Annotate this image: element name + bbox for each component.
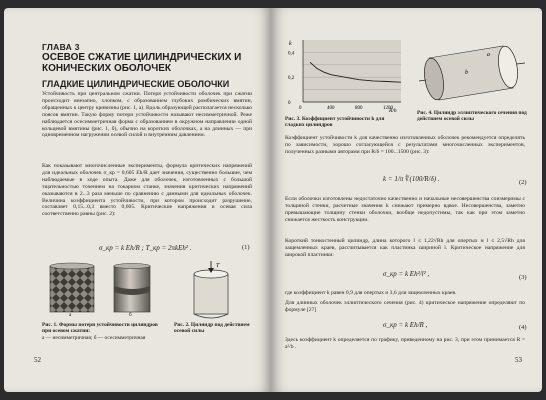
figure-3-caption: Рис. 3. Коэффициент устойчивости k для гладких цилиндров: [285, 116, 385, 129]
right-paragraph-6: Здесь коэффициент k определяется по графику, приведенному на рис. 3, при этом принимается R = a²/b .: [285, 337, 525, 350]
plot-area: [303, 40, 401, 102]
x-tick-label: 1200: [383, 106, 393, 111]
x-tick-label: 800: [355, 106, 363, 111]
formula-1: σ_кр = k Eh/R ; T_кр = 2πkEh² .: [99, 244, 192, 252]
x-tick-label: 400: [327, 106, 335, 111]
stability-coefficient-chart: [285, 36, 405, 114]
figure-3-chart: [285, 36, 405, 114]
right-page: [271, 8, 542, 392]
right-paragraph-4: где коэффициент k равен 0,9 для опертых и 3,6 для защемленных краев.: [285, 290, 457, 296]
svg-text:a: a: [487, 52, 490, 58]
x-axis-label: R/h: [389, 108, 397, 114]
y-tick-label: 0,4: [288, 51, 295, 57]
y-tick-label: 0,2: [288, 76, 295, 82]
figure-1-caption-title: Рис. 1. Формы потери устойчивости цилиндров при осевом сжатии:: [42, 322, 158, 335]
svg-text:T: T: [216, 263, 220, 269]
right-paragraph-3: Короткий тонкостенный цилиндр, длина которого l ≤ 1,22√Rh для опертых и l ≤ 2,5√Rh для защемленных краев, рассчитывается как пластинка шириной l. Критическое напряжение для широкой пластинки:: [285, 238, 525, 258]
elliptic-cylinder-illustration: [417, 34, 527, 108]
chapter-title: ОСЕВОЕ СЖАТИЕ ЦИЛИНДРИЧЕСКИХ И КОНИЧЕСКИХ ОБОЛОЧЕК: [42, 52, 242, 74]
page-number-left: 52: [34, 356, 41, 364]
figure-1: [44, 262, 164, 320]
formula-3: σ_кр = k Eh²/l² ,: [383, 270, 430, 278]
figure-1-caption-body: а — несимметричная; б — осесимметричная: [42, 334, 146, 341]
left-page: [4, 8, 271, 392]
y-axis-label: k: [289, 41, 292, 47]
paragraph-1: Устойчивость при центральном сжатии. Потеря устойчивости оболочек при сжатии происходит внезапно, хлопком, с образованием глубоких ромбических вмятин, обращенных к центру кривизны (рис. 1, а). Вдоль образующей располагается несколько поясов вмятин. Такую форму потери устойчивости называют несимметричной. Реже наблюдается осесимметричная форма с образованием в окружном направлении одной кольцевой вмятины (рис. 1, б), обычно на коротких оболочках, а на длинных — при одновременном нагружении осевой силой и внутренним давлением.: [42, 91, 252, 139]
buckled-cylinders-illustration: [44, 262, 164, 320]
formula-2-number: (2): [519, 179, 527, 186]
figure-1-label-b: б: [129, 312, 132, 318]
figure-4-caption: Рис. 4. Цилиндр эллиптического сечения под действием осевой силы: [417, 110, 527, 123]
formula-4-number: (4): [519, 324, 527, 331]
right-paragraph-2: Если оболочки изготовлены недостаточно качественно и начальные несовершенства соизмеримы с толщиной стенки, расчетные значения k снижают примерно вдвое. Несовершенства, заметно превышающие толщину стенки оболочки, вообще недопустимы, так как при этом заметно снижается жесткость конструкции.: [285, 196, 525, 223]
chapter-label: ГЛАВА 3: [42, 42, 80, 52]
formula-1-number: (1): [242, 244, 250, 251]
page-number-right: 53: [515, 356, 522, 364]
figure-1-caption: [42, 322, 162, 341]
svg-text:b: b: [465, 70, 468, 76]
formula-2: k = 1/π ∜(100/R/δ) .: [383, 175, 440, 183]
x-tick-label: 0: [299, 106, 302, 111]
paragraph-2: Как показывают многочисленные эксперименты, формула критических напряжений для идеальных оболочек σ_кр = 0,605 Eh/R дает значения, существенно большие, чем наблюдаемые в ходе опыта. Даже для оболочек, изготовленных с большой тщательностью точением на токарном станке, значения критических напряжений оказываются в 2...3 раза меньше по сравнению с данными для идеальных оболочек. Величина коэффициента устойчивости, при котором происходит разрушение, составляет 0,15...0,3 вместо 0,605. Критические напряжения и осевая сила соответственно равны (рис. 2):: [42, 163, 252, 218]
formula-3-number: (3): [519, 274, 527, 281]
figure-2: [172, 260, 252, 320]
right-paragraph-5: Для длинных оболочек эллиптического сечения (рис. 4) критическое напряжение определяют по формуле [27]: [285, 300, 525, 313]
cylinder-axial-force-illustration: [172, 260, 252, 320]
right-paragraph-1: Коэффициент устойчивости k для качественно изготовленных оболочек рекомендуется определять по зависимости, хорошо согласующейся с результатами многочисленных экспериментов, полученных разными авторами при R/δ = 100...1500 (рис. 3):: [285, 135, 525, 155]
figure-2-caption: Рис. 2. Цилиндр под действием осевой силы: [174, 322, 250, 335]
formula-4: σ_кр = k Eh/R ,: [383, 321, 428, 329]
y-tick-label: 0: [288, 101, 291, 106]
section-heading: ГЛАДКИЕ ЦИЛИНДРИЧЕСКИЕ ОБОЛОЧКИ: [42, 79, 230, 89]
figure-4: [417, 34, 527, 108]
figure-1-label-a: а: [69, 312, 72, 318]
